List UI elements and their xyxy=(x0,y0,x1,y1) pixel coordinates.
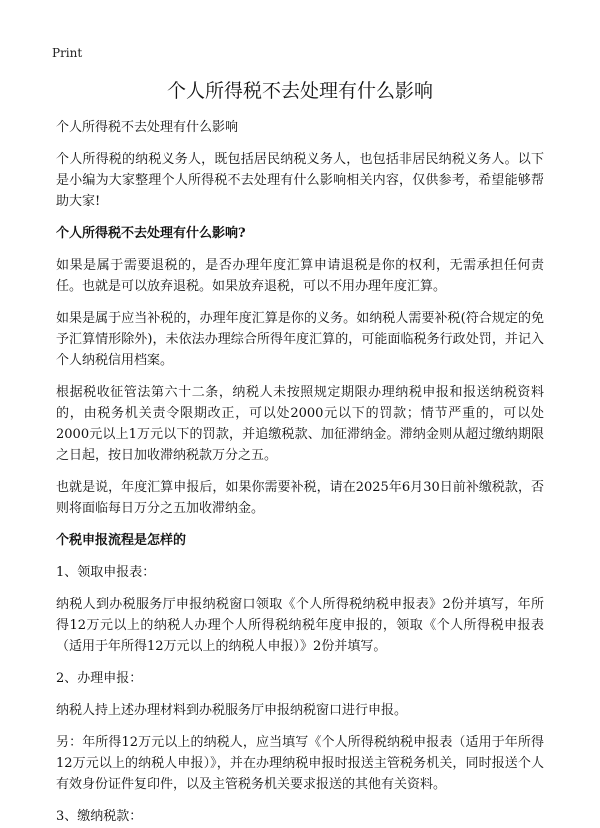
article-body xyxy=(56,117,544,827)
article-subtitle: 个人所得税不去处理有什么影响 xyxy=(56,120,239,135)
intro-paragraph: 个人所得税的纳税义务人，既包括居民纳税义务人，也包括非居民纳税义务人。以下是小编为大家整理个人所得税不去处理有什么影响相关内容，仅供参考，希望能够帮助大家! xyxy=(56,152,544,209)
impact-paragraph-2: 如果是属于应当补税的，办理年度汇算是你的义务。如纳税人需要补税(符合规定的免予汇算情形除外)，未依法办理综合所得年度汇算的，可能面临税务行政处罚，并记入个人纳税信用档案。 xyxy=(56,311,544,368)
step-1-text: 纳税人到办税服务厅申报纳税窗口领取《个人所得税纳税申报表》2份并填写，年所得12万元以上的纳税人办理个人所得税纳税年度申报的，领取《个人所得税申报表（适用于年所得12万元以上的纳税人申报）》2份并填写。 xyxy=(56,597,544,654)
step-2-text: 纳税人持上述办理材料到办税服务厅申报纳税窗口进行申报。 xyxy=(56,703,408,718)
step-2-note: 另：年所得12万元以上的纳税人，应当填写《个人所得税纳税申报表（适用于年所得12万元以上的纳税人申报）》，并在办理纳税申报时报送主管税务机关，同时报送个人有效身份证件复印件，以及主管税务机关要求报送的其他有关资料。 xyxy=(56,735,544,792)
section-heading-process: 个税申报流程是怎样的 xyxy=(56,533,187,548)
page-title: 个人所得税不去处理有什么影响 xyxy=(166,80,433,102)
impact-paragraph-3: 根据税收征管法第六十二条，纳税人未按照规定期限办理纳税申报和报送纳税资料的，由税务机关责令限期改正，可以处2000元以下的罚款；情节严重的，可以处2000元以上1万元以下的罚款，并追缴税款、加征滞纳金。滞纳金则从超过缴纳期限之日起，按日加收滞纳税款万分之五。 xyxy=(56,385,544,463)
print-link[interactable]: Print xyxy=(52,46,83,60)
section-heading-impact: 个人所得税不去处理有什么影响? xyxy=(56,226,246,241)
step-3-label: 3、缴纳税款： xyxy=(56,809,143,824)
step-2-label: 2、办理申报： xyxy=(56,671,143,686)
impact-paragraph-1: 如果是属于需要退税的，是否办理年度汇算申请退税是你的权利，无需承担任何责任。也就是可以放弃退税。如果放弃退税，可以不用办理年度汇算。 xyxy=(56,258,544,294)
impact-paragraph-4: 也就是说，年度汇算申报后，如果你需要补税，请在2025年6月30日前补缴税款，否则将面临每日万分之五加收滞纳金。 xyxy=(56,480,544,516)
step-1-label: 1、领取申报表： xyxy=(56,565,156,580)
